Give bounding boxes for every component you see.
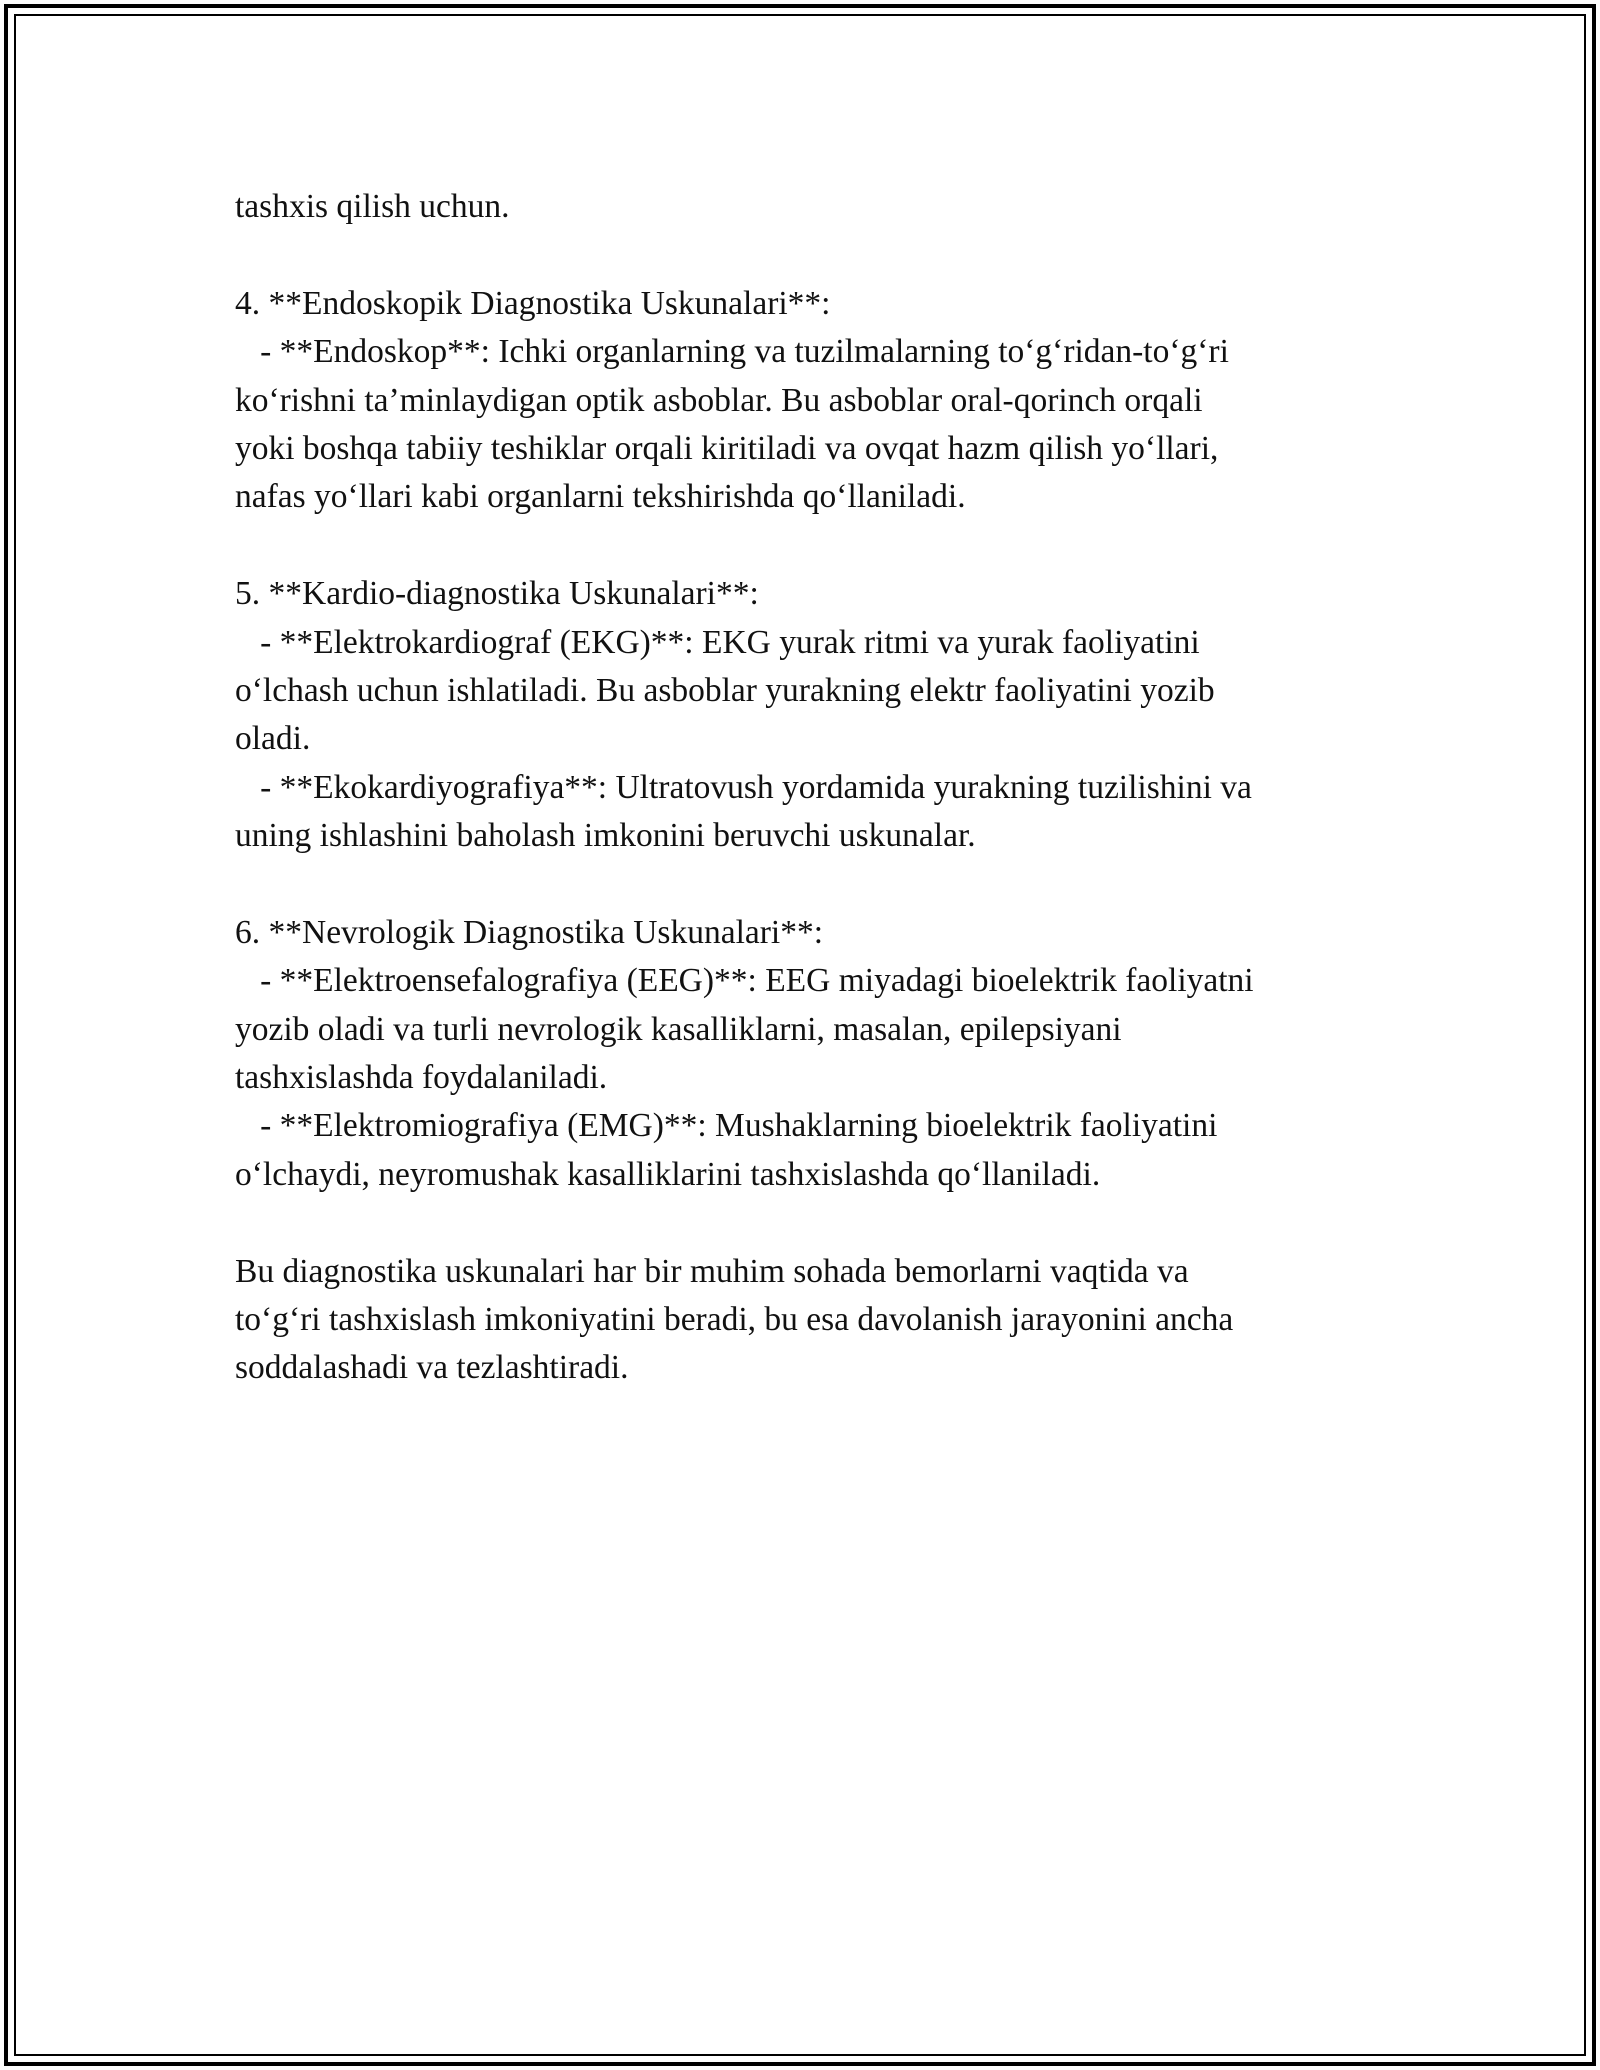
section-text-line: - **Elektromiografiya (EMG)**: Mushaklarning bioelektrik faoliyatini: [235, 1107, 1218, 1145]
intro-tail-text: tashxis qilish uchun.: [235, 188, 510, 225]
section-text-line: yoki boshqa tabiiy teshiklar orqali kiritiladi va ovqat hazm qilish yo‘llari,: [235, 429, 1219, 467]
section-text-line: - **Elektroensefalografiya (EEG)**: EEG miyadagi bioelektrik faoliyatni: [235, 962, 1254, 1000]
section-heading: 5. **Kardio-diagnostika Uskunalari**:: [235, 575, 759, 613]
conclusion-line: soddalashadi va tezlashtiradi.: [235, 1349, 629, 1387]
section-cardio: [235, 570, 1365, 860]
conclusion-paragraph: [235, 1248, 1365, 1393]
paragraph-spacer: [235, 522, 1365, 570]
paragraph-spacer: [235, 860, 1365, 908]
paragraph-spacer: [235, 1199, 1365, 1247]
section-endoscopic: [235, 280, 1365, 522]
document-body: [235, 183, 1365, 1393]
section-text-line: - **Elektrokardiograf (EKG)**: EKG yurak ritmi va yurak faoliyatini: [235, 623, 1200, 661]
section-text-line: - **Endoskop**: Ichki organlarning va tuzilmalarning to‘g‘ridan-to‘g‘ri: [235, 333, 1229, 371]
section-text-line: tashxislashda foydalaniladi.: [235, 1059, 608, 1097]
section-text-line: nafas yo‘llari kabi organlarni tekshirishda qo‘llaniladi.: [235, 478, 966, 516]
section-text-line: o‘lchash uchun ishlatiladi. Bu asboblar yurakning elektr faoliyatini yozib: [235, 671, 1215, 709]
section-heading: 4. **Endoskopik Diagnostika Uskunalari**:: [235, 284, 831, 322]
section-text-line: - **Ekokardiyografiya**: Ultratovush yordamida yurakning tuzilishini va: [235, 768, 1252, 806]
section-text-line: o‘lchaydi, neyromushak kasalliklarini tashxislashda qo‘llaniladi.: [235, 1155, 1101, 1193]
conclusion-line: Bu diagnostika uskunalari har bir muhim sohada bemorlarni vaqtida va: [235, 1252, 1189, 1290]
section-text-line: oladi.: [235, 720, 311, 758]
section-text-line: ko‘rishni ta’minlaydigan optik asboblar. Bu asboblar oral-qorinch orqali: [235, 381, 1203, 419]
paragraph-spacer: [235, 231, 1365, 279]
section-text-line: uning ishlashini baholash imkonini beruvchi uskunalar.: [235, 817, 976, 855]
conclusion-line: to‘g‘ri tashxislash imkoniyatini beradi, bu esa davolanish jarayonini ancha: [235, 1300, 1234, 1338]
section-heading: 6. **Nevrologik Diagnostika Uskunalari**:: [235, 913, 824, 951]
section-neuro: [235, 909, 1365, 1199]
section-text-line: yozib oladi va turli nevrologik kasalliklarni, masalan, epilepsiyani: [235, 1010, 1122, 1048]
